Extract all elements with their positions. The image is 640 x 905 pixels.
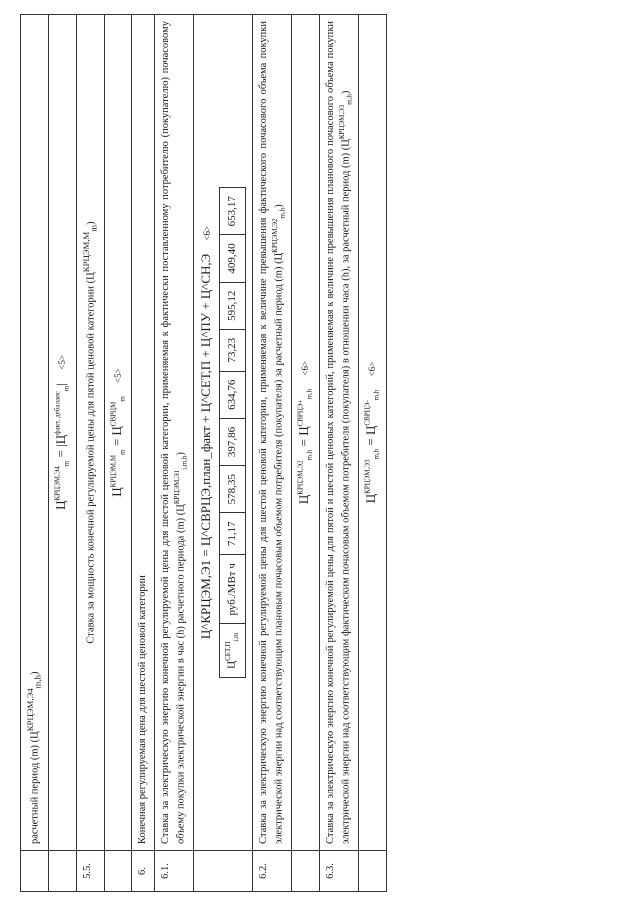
- row-text: [76, 15, 104, 851]
- row-number: [292, 851, 320, 892]
- formula-rhs: = Ц: [296, 426, 312, 447]
- formula-cell: [194, 15, 253, 851]
- row-text-main: Ставка за мощность конечной регулируемой цены для пятой ценовой категории (Ц: [85, 272, 97, 644]
- formula-text: [198, 21, 215, 844]
- rate-value-cell: 71,17: [220, 513, 246, 555]
- formula-rhs: = Ц: [363, 425, 379, 446]
- rate-values-row: [220, 188, 246, 678]
- table-row: [253, 15, 292, 892]
- rate-symbol: Ц: [225, 660, 238, 669]
- row-text-sub: m,h: [278, 207, 287, 219]
- formula-lhs-sub: m,h: [306, 449, 315, 461]
- row-text-tail: ): [29, 671, 41, 675]
- rate-symbol-sup: СЕТ,П: [224, 641, 233, 661]
- formula-lhs: Ц: [363, 493, 379, 504]
- table-row: [359, 15, 387, 892]
- row-text: [21, 15, 49, 851]
- formula-lhs-sup: КРЦЭМ,Э4: [53, 466, 62, 501]
- formula-reference: <6>: [367, 361, 378, 377]
- formula-cell: [104, 15, 132, 851]
- table-row: [76, 15, 104, 892]
- formula-rhs-sub: m,h: [373, 389, 382, 401]
- row-text-sub: m: [88, 224, 99, 232]
- rate-value-cell: 653,17: [220, 188, 246, 235]
- row-text-sup: КРЦЭМ,Э2: [270, 218, 279, 253]
- formula-lhs: Ц: [52, 500, 68, 510]
- row-text-tail: ): [340, 90, 352, 95]
- row-text-sup: КРЦЭМ,М: [80, 231, 91, 273]
- formula-lhs-sub: m,h: [373, 448, 382, 460]
- formula-rhs-sub: m,h: [306, 388, 315, 400]
- formula-rhs-sup: СВРЦЭ-: [364, 400, 373, 426]
- formula-lhs-sub: m: [62, 460, 71, 467]
- row-number: 6.: [132, 851, 155, 892]
- table-row: [48, 15, 76, 892]
- row-text-main: Ставка за электрическую энергию конечной регулируемой цены для шестой ценовой категории, применяемая к фактически поставленному потребителю (покупателю) почасовому объему покупки электрической энергии в час (h) расчетного периода (m) (Ц: [159, 21, 187, 844]
- row-number: [21, 851, 49, 892]
- row-text-sub: i,m,h: [180, 455, 189, 470]
- formula-cell: [359, 15, 387, 851]
- rotated-content: [10, 2, 630, 902]
- formula-expression: Ц^КРЦЭМ,Э1 = Ц^СВРЦЭ,план_факт + Ц^СЕТ,П + Ц^ПУ + Ц^СН,Э: [198, 253, 214, 640]
- row-text-main: Ставка за электрическую энергию конечной регулируемой цены для шестой ценовой категории, применяемая к величине превышения фактического почасового объема покупки электрической энергии над соответствующим плановым почасовым объемом потребителя (покупателя) за расчетный период (m) (Ц: [258, 21, 285, 844]
- row-number: [194, 851, 253, 892]
- row-text: [132, 15, 155, 851]
- row-number: [104, 851, 132, 892]
- table-row: [154, 15, 193, 892]
- rate-value-cell: 73,23: [220, 329, 246, 371]
- row-number: [48, 851, 76, 892]
- rate-value-cell: 397,86: [220, 418, 246, 465]
- row-text-sub: m,h: [345, 94, 354, 105]
- row-number: 6.2.: [253, 851, 292, 892]
- formula-cell: [292, 15, 320, 851]
- row-text-sub: m,h: [32, 674, 43, 689]
- rate-value-cell: 578,35: [220, 466, 246, 513]
- formula-lhs-sup: КРЦЭМ,Э3: [364, 459, 373, 494]
- row-text-tail: ): [175, 451, 187, 456]
- formula-reference: <6>: [300, 360, 311, 376]
- formula-lhs-sup: КРЦЭМ,М: [109, 454, 118, 488]
- formula-rhs-sup: СВРЦЭ+: [297, 399, 306, 427]
- formula-reference: <5>: [56, 355, 67, 370]
- rate-value-cell: 595,12: [220, 282, 246, 329]
- formula-reference: <5>: [112, 368, 123, 383]
- formula-tail: |: [52, 383, 68, 386]
- row-text-sup: КРЦЭМ,Э3: [337, 104, 346, 140]
- rate-symbol-sub: i,m: [232, 632, 241, 642]
- row-text: [253, 15, 292, 851]
- table-row: [320, 15, 359, 892]
- row-text-main: Ставка за электрическую энергию конечной регулируемой цены для пятой и шестой ценовых категорий, применяемая к величине превышения планового почасового объема покупки электрической энергии над соответствующим фактическим почасовым объемом потребителя (покупателя) в отношении часа (h), за расчетный период (m) (Ц: [325, 21, 352, 844]
- table-row: [21, 15, 49, 892]
- row-text-sup: КРЦЭМ,Э1: [172, 469, 181, 505]
- formula-rhs-sub: m: [62, 385, 71, 392]
- tariff-table: [20, 14, 387, 892]
- row-text-tail: ): [85, 221, 97, 225]
- row-text: [154, 15, 193, 851]
- rate-value-cell: 409,40: [220, 235, 246, 282]
- formula-rhs: = Ц: [108, 426, 124, 447]
- formula-rhs-sup: факт, дебаланс: [53, 391, 62, 435]
- row-text-sup: КРЦЭМ,Э4: [25, 688, 35, 732]
- section-heading: Конечная регулируемая цена для шестой ценовой категории: [137, 575, 149, 844]
- row-text-tail: ): [273, 204, 285, 208]
- table-row: [292, 15, 320, 892]
- formula-lhs: Ц: [296, 494, 312, 505]
- formula-lhs: Ц: [108, 487, 124, 497]
- formula-rhs: = |Ц: [52, 434, 68, 458]
- formula-rhs-sup: СВРЦМ: [109, 401, 118, 427]
- table-row: [104, 15, 132, 892]
- formula-lhs-sup: КРЦЭМ,Э2: [297, 460, 306, 495]
- formula-cell: [48, 15, 76, 851]
- row-text-main: расчетный период (m) (Ц: [29, 731, 41, 844]
- rate-value-cell: 634,76: [220, 371, 246, 418]
- formula-lhs-sub: m: [118, 449, 127, 455]
- formula-reference: <6>: [202, 225, 213, 241]
- rate-unit-cell: руб./МВт ч: [220, 555, 246, 624]
- row-number: [359, 851, 387, 892]
- row-number: 6.1.: [154, 851, 193, 892]
- formula-rhs-sub: m: [118, 396, 127, 402]
- table-row: [132, 15, 155, 892]
- table-row: [194, 15, 253, 892]
- row-text: [320, 15, 359, 851]
- rate-symbol-cell: [220, 624, 246, 677]
- row-number: 5.5.: [76, 851, 104, 892]
- row-number: 6.3.: [320, 851, 359, 892]
- rate-values-table: [219, 187, 246, 678]
